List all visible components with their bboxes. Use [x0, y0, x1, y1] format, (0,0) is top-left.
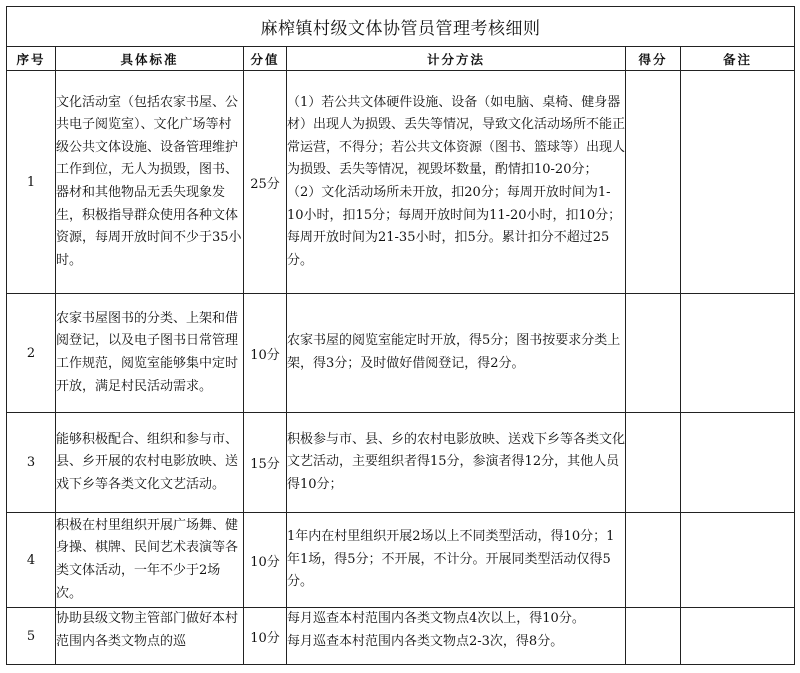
row-standard: 文化活动室（包括农家书屋、公共电子阅览室）、文化广场等村级公共文体设施、设备管理维护工作到位，无人为损毁，图书、器材和其他物品无丢失现象发生，积极指导群众使用各种文体资源，每周开放时间不少于35小时。 [56, 71, 244, 294]
header-standard: 具体标准 [56, 47, 244, 71]
row-score: 15分 [244, 413, 287, 513]
row-remark-cell [681, 71, 795, 294]
row-remark-cell [681, 413, 795, 513]
header-method: 计分方法 [287, 47, 626, 71]
assessment-table [6, 6, 795, 665]
table-header-row [7, 47, 795, 71]
assessment-document [6, 6, 794, 665]
row-remark-cell [681, 513, 795, 608]
row-standard: 能够积极配合、组织和参与市、县、乡开展的农村电影放映、送戏下乡等各类文化文艺活动。 [56, 413, 244, 513]
row-earned-cell [626, 513, 681, 608]
header-remark: 备注 [681, 47, 795, 71]
header-earned: 得分 [626, 47, 681, 71]
row-method: 农家书屋的阅览室能定时开放，得5分；图书按要求分类上架，得3分；及时做好借阅登记，得2分。 [287, 294, 626, 413]
row-standard: 农家书屋图书的分类、上架和借阅登记，以及电子图书日常管理工作规范，阅览室能够集中定时开放，满足村民活动需求。 [56, 294, 244, 413]
row-method: 每月巡查本村范围内各类文物点4次以上，得10分。 每月巡查本村范围内各类文物点2-3次，得8分。 [287, 608, 626, 665]
row-number: 2 [7, 294, 56, 413]
row-score: 10分 [244, 513, 287, 608]
row-method: 积极参与市、县、乡的农村电影放映、送戏下乡等各类文化文艺活动，主要组织者得15分，参演者得12分，其他人员得10分； [287, 413, 626, 513]
header-score: 分值 [244, 47, 287, 71]
table-row [7, 413, 795, 513]
row-number: 4 [7, 513, 56, 608]
document-title: 麻榨镇村级文体协管员管理考核细则 [7, 7, 795, 47]
table-row [7, 294, 795, 413]
table-row [7, 71, 795, 294]
row-score: 10分 [244, 294, 287, 413]
row-number: 3 [7, 413, 56, 513]
row-score: 10分 [244, 608, 287, 665]
row-standard: 协助县级文物主管部门做好本村范围内各类文物点的巡 [56, 608, 244, 665]
row-number: 1 [7, 71, 56, 294]
row-method: 1年内在村里组织开展2场以上不同类型活动，得10分；1年1场，得5分；不开展，不计分。开展同类型活动仅得5分。 [287, 513, 626, 608]
row-earned-cell [626, 413, 681, 513]
row-earned-cell [626, 294, 681, 413]
table-row [7, 608, 795, 665]
row-score: 25分 [244, 71, 287, 294]
table-row [7, 513, 795, 608]
row-earned-cell [626, 608, 681, 665]
header-no: 序号 [7, 47, 56, 71]
row-method: （1）若公共文体硬件设施、设备（如电脑、桌椅、健身器材）出现人为损毁、丢失等情况，导致文化活动场所不能正常运营，不得分；若公共文体资源（图书、篮球等）出现人为损毁、丢失等情况，视毁坏数量，酌情扣10-20分； （2）文化活动场所未开放，扣20分；每周开放时间为1-10小时，扣15分；每周开放时间为11-20小时，扣10分；每周开放时间为21-35小时，扣5分。累计扣分不超过25分。 [287, 71, 626, 294]
row-remark-cell [681, 294, 795, 413]
row-number: 5 [7, 608, 56, 665]
row-remark-cell [681, 608, 795, 665]
row-earned-cell [626, 71, 681, 294]
row-standard: 积极在村里组织开展广场舞、健身操、棋牌、民间艺术表演等各类文体活动，一年不少于2场次。 [56, 513, 244, 608]
